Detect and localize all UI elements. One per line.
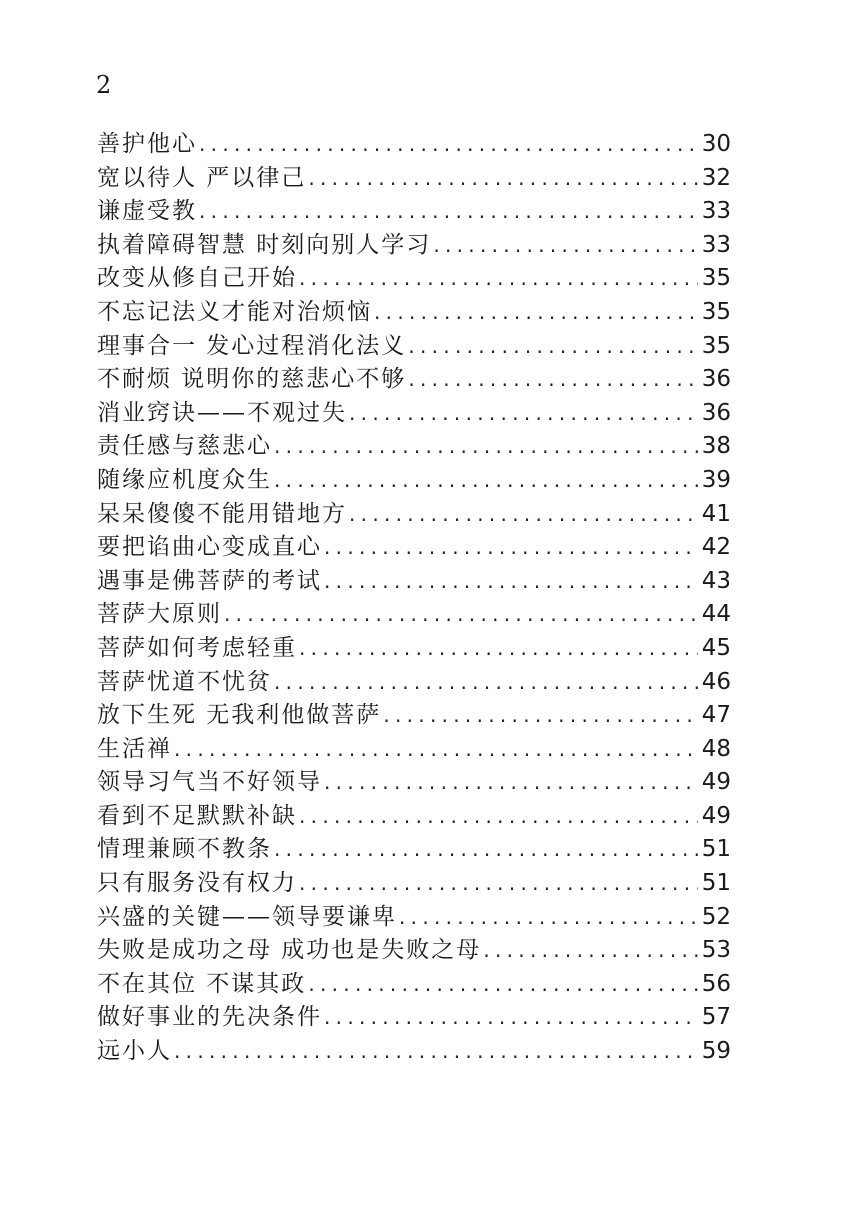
toc-entry-page: 56 [701,970,731,997]
toc-entry[interactable] [97,296,731,330]
dot-leader [174,1035,698,1069]
toc-entry-title: 菩萨大原则 [97,601,222,628]
toc-entry[interactable] [97,699,731,733]
toc-entry-title: 责任感与慈悲心 [97,433,272,460]
dot-leader [408,363,697,397]
dot-leader [408,330,697,364]
toc-entry-title: 理事合一 发心过程消化法义 [97,332,407,359]
toc-entry[interactable] [97,262,731,296]
dot-leader [274,833,698,867]
toc-entry-title: 改变从修自己开始 [97,265,297,292]
toc-entry-page: 49 [701,769,731,796]
toc-entry-page: 57 [701,1004,731,1031]
toc-entry-page: 51 [701,836,731,863]
dot-leader [274,464,698,498]
dot-leader [483,934,697,968]
dot-leader [324,766,698,800]
toc-entry-title: 远小人 [97,1038,172,1065]
toc-entry-page: 35 [701,265,731,292]
dot-leader [383,699,697,733]
toc-entry-page: 49 [701,802,731,829]
toc-entry-title: 生活禅 [97,735,172,762]
dot-leader [299,632,698,666]
dot-leader [374,296,698,330]
toc-entry-title: 呆呆傻傻不能用错地方 [97,500,347,527]
toc-entry-page: 42 [701,534,731,561]
toc-entry[interactable] [97,800,731,834]
toc-entry[interactable] [97,162,731,196]
dot-leader [324,565,698,599]
toc-entry[interactable] [97,1035,731,1069]
toc-entry-page: 39 [701,466,731,493]
toc-entry[interactable] [97,733,731,767]
toc-entry-page: 47 [701,702,731,729]
dot-leader [274,430,698,464]
dot-leader [199,195,698,229]
dot-leader [224,598,698,632]
dot-leader [199,128,698,162]
dot-leader [308,968,697,1002]
dot-leader [324,531,698,565]
toc-entry-title: 宽以待人 严以律己 [97,164,307,191]
toc-entry-title: 菩萨忧道不忧贫 [97,668,272,695]
toc-entry-title: 要把谄曲心变成直心 [97,534,322,561]
dot-leader [349,397,698,431]
toc-entry[interactable] [97,531,731,565]
toc-entry-page: 30 [701,131,731,157]
toc-entry-title: 不耐烦 说明你的慈悲心不够 [97,366,407,393]
toc-entry[interactable] [97,1001,731,1035]
toc-entry[interactable] [97,632,731,666]
toc-entry-page: 33 [701,231,731,258]
toc-entry-page: 35 [701,298,731,325]
toc-entry-page: 32 [701,164,731,191]
toc-entry-title: 兴盛的关键——领导要谦卑 [97,903,397,930]
toc-entry[interactable] [97,464,731,498]
toc-entry-title: 不忘记法义才能对治烦恼 [97,298,372,325]
toc-entry-page: 41 [701,500,731,527]
toc-entry-page: 33 [701,198,731,225]
toc-entry-page: 48 [701,735,731,762]
toc-entry[interactable] [97,833,731,867]
dot-leader [299,867,698,901]
toc-entry-page: 52 [701,903,731,930]
toc-entry[interactable] [97,195,731,229]
toc-entry-page: 35 [701,332,731,359]
toc-entry-page: 44 [701,601,731,628]
toc-entry-title: 不在其位 不谋其政 [97,970,307,997]
toc-entry[interactable] [97,430,731,464]
toc-entry[interactable] [97,901,731,935]
toc-entry[interactable] [97,934,731,968]
toc-entry-title: 只有服务没有权力 [97,870,297,897]
toc-entry[interactable] [97,598,731,632]
dot-leader [299,800,698,834]
toc-entry-title: 领导习气当不好领导 [97,769,322,796]
page-number: 2 [96,71,112,99]
toc-entry-title: 谦虚受教 [97,198,197,225]
dot-leader [349,498,698,532]
toc-entry[interactable] [97,968,731,1002]
toc-entry-page: 45 [701,634,731,661]
dot-leader [433,229,697,263]
dot-leader [299,262,698,296]
toc-entry-title: 随缘应机度众生 [97,466,272,493]
toc-entry-page: 36 [701,366,731,393]
toc-entry-page: 59 [701,1038,731,1065]
toc-entry[interactable] [97,666,731,700]
dot-leader [274,666,698,700]
toc-entry[interactable] [97,128,731,162]
dot-leader [174,733,698,767]
toc-entry-title: 善护他心 [97,131,197,157]
toc-entry-page: 43 [701,567,731,594]
toc-entry-page: 51 [701,870,731,897]
toc-entry[interactable] [97,229,731,263]
toc-entry[interactable] [97,766,731,800]
toc-entry-page: 38 [701,433,731,460]
toc-entry[interactable] [97,330,731,364]
toc-entry-title: 失败是成功之母 成功也是失败之母 [97,937,482,964]
toc-entry-title: 遇事是佛菩萨的考试 [97,567,322,594]
toc-entry-page: 53 [701,937,731,964]
toc-entry-title: 看到不足默默补缺 [97,802,297,829]
dot-leader [324,1001,698,1035]
toc-entry-title: 菩萨如何考虑轻重 [97,634,297,661]
table-of-contents [97,128,731,1069]
toc-entry[interactable] [97,867,731,901]
toc-entry-title: 放下生死 无我利他做菩萨 [97,702,382,729]
dot-leader [308,162,697,196]
toc-entry-page: 46 [701,668,731,695]
toc-entry[interactable] [97,498,731,532]
toc-entry-title: 消业窍诀——不观过失 [97,399,347,426]
toc-entry-page: 36 [701,399,731,426]
dot-leader [399,901,698,935]
toc-entry[interactable] [97,363,731,397]
toc-entry-title: 情理兼顾不教条 [97,836,272,863]
toc-entry[interactable] [97,397,731,431]
toc-entry-title: 执着障碍智慧 时刻向别人学习 [97,231,432,258]
toc-entry-title: 做好事业的先决条件 [97,1004,322,1031]
toc-entry[interactable] [97,565,731,599]
